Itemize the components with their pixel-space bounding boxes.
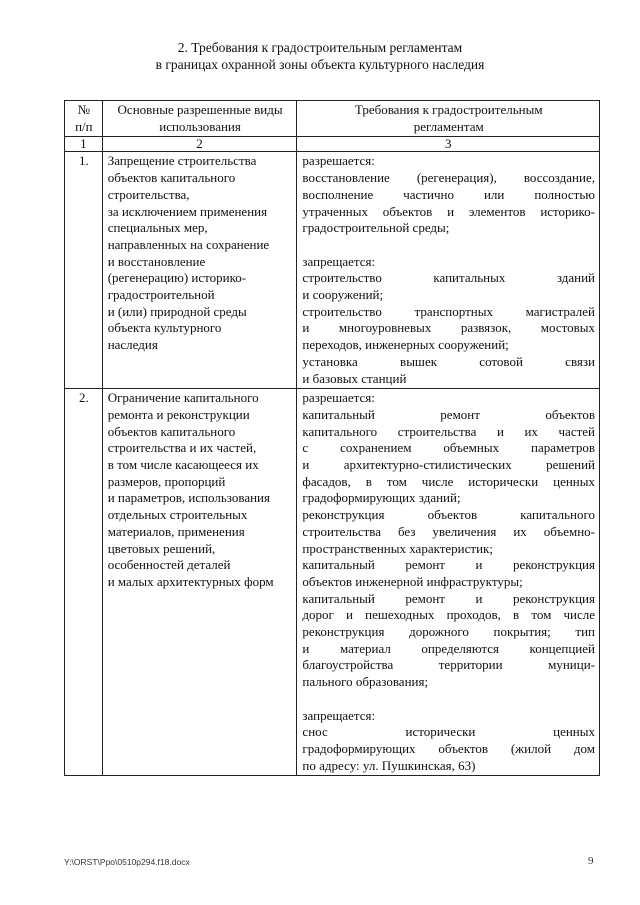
uses-line: в том числе касающееся их	[107, 457, 259, 473]
requirement-line: и многоуровневых развязок, мостовых	[302, 320, 595, 336]
uses-line: направленных на сохранение	[107, 236, 270, 252]
uses-line: строительства и их частей,	[107, 440, 257, 456]
requirement-line: градоформирующих зданий;	[302, 490, 461, 506]
uses-line: объектов капитального	[107, 423, 236, 439]
requirement-line: по адресу: ул. Пушкинская, 63)	[302, 757, 476, 773]
requirement-line: капитальный ремонт объектов	[302, 406, 595, 422]
requirement-line: с сохранением объемных параметров	[302, 440, 595, 456]
uses-line: Ограничение капитального	[107, 390, 259, 406]
uses-line: объектов капитального	[107, 170, 236, 186]
requirement-line: дорог и пешеходных проходов, в том числе	[302, 607, 595, 623]
requirement-line: благоустройства территории муници-	[302, 657, 595, 673]
forbidden-label: запрещается:	[302, 707, 376, 723]
requirement-line: установка вышек сотовой связи	[302, 353, 595, 369]
requirement-line: переходов, инженерных сооружений;	[302, 337, 509, 353]
header-requirements	[297, 101, 600, 137]
requirement-line: утраченных объектов и элементов историко-	[302, 203, 595, 219]
section-heading	[0, 39, 640, 73]
uses-line: и параметров, использования	[107, 490, 270, 506]
paragraph-gap	[302, 237, 595, 254]
header-number	[65, 101, 103, 137]
uses-line: особенностей деталей	[107, 557, 231, 573]
row-uses	[102, 152, 297, 389]
uses-line: объекта культурного	[107, 320, 222, 336]
row-number: 1.	[65, 152, 103, 389]
requirement-line: градоформирующих объектов (жилой дом	[302, 740, 595, 756]
uses-line: материалов, применения	[107, 523, 245, 539]
page-number: 9	[588, 855, 594, 867]
requirement-line: реконструкция дорожного покрытия; тип	[302, 624, 595, 640]
header-req-line-2: регламентам	[413, 118, 484, 134]
regulations-table	[64, 100, 600, 776]
uses-line: цветовых решений,	[107, 540, 216, 556]
requirement-line: капитального строительства и их частей	[302, 423, 595, 439]
requirement-line: снос исторически ценных	[302, 724, 595, 740]
uses-line: строительства,	[107, 186, 190, 202]
column-index-1: 1	[65, 137, 103, 152]
paragraph-gap	[302, 691, 595, 708]
uses-line: специальных мер,	[107, 220, 208, 236]
requirement-line: и сооружений;	[302, 287, 384, 303]
forbidden-label: запрещается:	[302, 253, 376, 269]
requirement-line: капитальный ремонт и реконструкция	[302, 590, 595, 606]
uses-line: размеров, пропорций	[107, 473, 226, 489]
requirement-line: фасадов, в том числе исторически ценных	[302, 473, 595, 489]
table-row	[65, 389, 600, 776]
requirement-line: объектов инженерной инфраструктуры;	[302, 573, 523, 589]
uses-line: наследия	[107, 337, 158, 353]
requirement-line: пространственных характеристик;	[302, 540, 493, 556]
requirement-line: капитальный ремонт и реконструкция	[302, 557, 595, 573]
requirement-line: реконструкция объектов капитального	[302, 507, 595, 523]
header-number-line-1: №	[77, 102, 91, 117]
allowed-label: разрешается:	[302, 153, 375, 169]
header-req-line-1: Требования к градостроительным	[354, 102, 543, 117]
requirement-line: и базовых станций	[302, 370, 407, 386]
header-uses-line-2: использования	[159, 118, 241, 134]
uses-line: (регенерацию) историко-	[107, 270, 247, 286]
requirement-line: восполнение частично или полностью	[302, 186, 595, 202]
allowed-label: разрешается:	[302, 390, 375, 406]
heading-line-2: в границах охранной зоны объекта культурного наследия	[155, 57, 485, 72]
file-path: Y:\ORST\Ppo\0510p294.f18.docx	[64, 857, 190, 867]
column-index-2: 2	[102, 137, 297, 152]
header-number-line-2: п/п	[75, 118, 93, 134]
uses-line: за исключением применения	[107, 203, 268, 219]
requirement-line: восстановление (регенерация), воссоздание,	[302, 170, 595, 186]
requirement-line: строительства без увеличения их объемно-	[302, 523, 595, 539]
uses-line: и (или) природной среды	[107, 303, 247, 319]
requirement-line: строительство транспортных магистралей	[302, 303, 595, 319]
requirement-line: и материал определяются концепцией	[302, 640, 595, 656]
column-index-3: 3	[297, 137, 600, 152]
uses-line: ремонта и реконструкции	[107, 406, 250, 422]
row-requirements	[297, 152, 600, 389]
requirement-line: градостроительной среды;	[302, 220, 450, 236]
row-number: 2.	[65, 389, 103, 776]
header-uses-line-1: Основные разрешенные виды	[117, 102, 283, 117]
table-header-row	[65, 101, 600, 137]
uses-line: и малых архитектурных форм	[107, 573, 274, 589]
header-uses	[102, 101, 297, 137]
uses-line: и восстановление	[107, 253, 206, 269]
requirement-line: и архитектурно-стилистических решений	[302, 457, 595, 473]
table-row	[65, 152, 600, 389]
requirement-line: строительство капитальных зданий	[302, 270, 595, 286]
row-requirements	[297, 389, 600, 776]
uses-line: градостроительной	[107, 287, 215, 303]
uses-line: Запрещение строительства	[107, 153, 257, 169]
column-index-row	[65, 137, 600, 152]
row-uses	[102, 389, 297, 776]
uses-line: отдельных строительных	[107, 507, 248, 523]
requirement-line: пального образования;	[302, 674, 429, 690]
heading-line-1: 2. Требования к градостроительным регламентам	[177, 40, 463, 55]
